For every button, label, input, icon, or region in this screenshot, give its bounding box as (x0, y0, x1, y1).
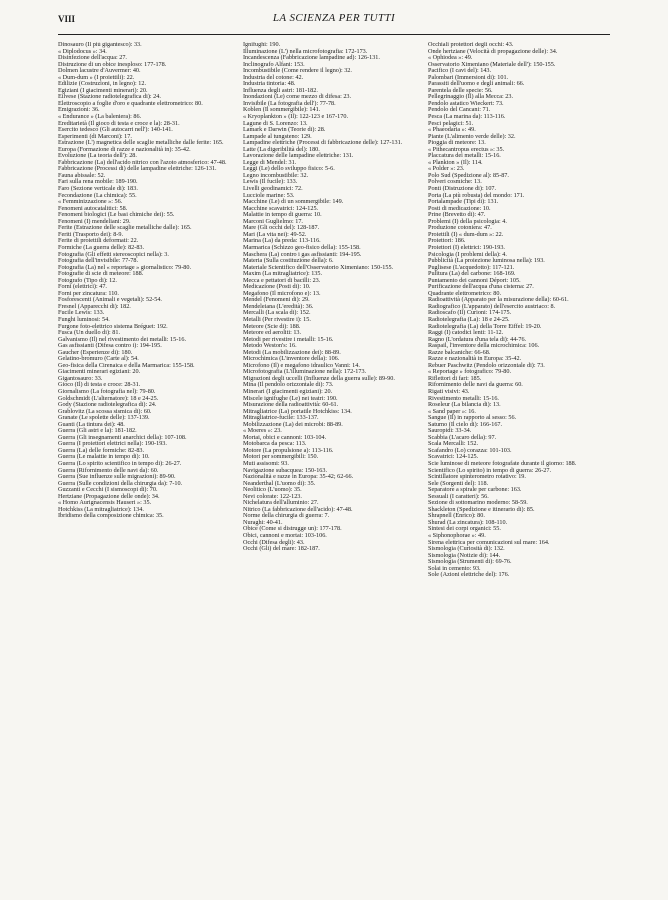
index-entry: « Phaeodaria »: 49. (428, 126, 476, 134)
index-entry: Galvanismo (Il) nel rivestimento dei metalli: 15-16. (58, 335, 187, 343)
index-entry: Razze balcaniche: 66-68. (428, 348, 491, 356)
index-entry: Maxim (La mitragliatrice): 135. (243, 270, 323, 278)
index-entry: Raggi (I) catodici lenti: 11-12. (428, 329, 504, 337)
index-entry: Pesci pelagici: 51. (428, 119, 474, 127)
index-entry: Gas asfissianti (Difesa contro i): 194-195. (58, 342, 162, 350)
index-entry: Mare (Gli occhi del): 128-187. (243, 224, 320, 232)
index-entry: Microfotografia (L'illuminazione nella): 172-173. (243, 368, 367, 376)
index-entry: Sole (Azioni elettriche del): 176. (428, 571, 510, 579)
index-entry: Rivestimento metalli: 15-16. (428, 394, 499, 402)
index-entry: Lagune di S. Lorenzo: 13. (243, 119, 308, 127)
index-entry: Marconi Guglielmo: 17. (243, 217, 303, 225)
index-entry: Scie luminose di meteore fotografate durante il giorno: 188. (428, 460, 577, 467)
index-columns (58, 42, 610, 894)
index-entry: Mendel (Fenomeni di): 29. (243, 296, 310, 304)
index-entry: Guerra (Le malattie in tempo di): 10. (58, 453, 150, 461)
index-entry: Lavorazione delle lampadine elettriche: 131. (243, 152, 354, 160)
index-entry: Posti di medicazione: 10. (428, 204, 491, 212)
index-entry: Motobarca da pesca: 113. (243, 440, 307, 448)
index-entry: Shrapnell (Enrico): 80. (428, 512, 485, 520)
index-entry: Ibridismo della composizione chimica: 35. (58, 512, 164, 520)
index-entry: Lewis (Il fucile): 133. (243, 178, 298, 186)
index-entry: Obice (Come si distrugge un): 177-178. (243, 525, 342, 533)
index-entry: Prine (Brevetto di): 47. (428, 211, 486, 219)
index-entry: Fucile Lewis: 133. (58, 309, 105, 317)
index-entry: Invisibile (La fotografia dell'): 77-78. (243, 99, 336, 107)
index-entry: « Femminizzazione »: 56. (58, 198, 123, 206)
index-entry: Polo Sud (Spedizione al): 85-87. (428, 171, 509, 179)
index-entry: Puglisese (L'acquedotto): 117-121. (428, 263, 515, 271)
index-entry: Radiotelegrafia (La) della Torre Eiffel: 19-20. (428, 322, 542, 330)
index-entry: Guerra (Sue influenze sulle migrazioni): 89-90. (58, 473, 176, 481)
index-entry: Occhi (Gli) del mare: 182-187. (243, 545, 320, 553)
index-entry: Granate (Le spolette delle): 137-139. (58, 414, 150, 422)
index-entry: Scabbia (L'acaro della): 97. (428, 433, 497, 441)
index-entry: Roseleur (La bilancia di): 13. (428, 401, 501, 409)
index-entry: Parassiti dell'uomo e degli animali: 66. (428, 80, 525, 88)
index-entry: Rifornimento delle navi da guerra: 60. (428, 381, 523, 389)
index-entry: Radioscafo (Il) Curioni: 174-175. (428, 309, 512, 317)
index-entry: Egiziani (I giacimenti minerari): 20. (58, 86, 148, 94)
index-entry: Solai in cemento: 93. (428, 564, 481, 572)
index-entry: Estrazione (L') magnetica delle scaglie metalliche dalle ferite: 165. (58, 139, 224, 147)
index-entry: Sismologia (Notizie di): 144. (428, 551, 501, 559)
index-entry: « Ophiodea »: 49. (428, 54, 473, 62)
index-entry: Sauropidi: 33-34. (428, 427, 472, 435)
index-entry: Fotografia (La) nel « reportage » giornalistico: 79-80. (58, 263, 191, 271)
index-entry: Gody (Stazione radiotelegrafica di): 24. (58, 401, 157, 409)
index-entry: Rebuer Paschwitz (Pendolo orizzontale di): 73. (428, 361, 545, 369)
index-entry: « Homo Aurignacensis Hauseri »: 35. (58, 499, 152, 507)
index-entry: Psicologia (I problemi della): 4. (428, 250, 507, 258)
index-entry: Materia (Sulla costituzione della): 6. (243, 257, 334, 265)
index-entry: Nitrico (La fabbricazione dell'acido): 47-48. (243, 505, 353, 513)
index-entry: Pioggia di meteore: 13. (428, 139, 486, 147)
index-entry: Megafono (Il microfono e): 13. (243, 289, 321, 297)
index-entry: Nazionalità e razze in Europa: 35-42; 62-66. (243, 473, 354, 481)
index-entry: Shurad (La zincatura): 108-110. (428, 518, 508, 526)
index-entry: Nuraghi: 40-41. (243, 518, 283, 526)
index-entry: Mercalli (La scala di): 152. (243, 309, 311, 317)
index-entry: Fresnel (Apparecchi di): 182. (58, 302, 131, 310)
index-entry: Elettroscopio a foglie d'oro e quadrante elettrometrico: 80. (58, 99, 203, 107)
index-entry: Guerra (Sulle condizioni della chirurgia da): 7-10. (58, 479, 183, 487)
index-entry: Separatore a spirale per carbone: 163. (428, 486, 522, 494)
index-entry: Radiografico (L'apparato) dell'esercito austriaco: 8. (428, 302, 556, 310)
index-entry: Gaucher (Esperienze di): 180. (58, 348, 133, 356)
index-entry: Fotografia (Gli effetti stereoscopici nella): 3. (58, 250, 169, 258)
index-entry: Navigazione subacquea: 150-163. (243, 466, 328, 474)
page-header (58, 8, 610, 35)
index-entry: Metodi (La mobilizzazione dei): 88-89. (243, 348, 341, 356)
index-entry: Migrazioni degli uccelli (Influenze della guerra sulle): 89-90. (243, 374, 395, 382)
index-entry: Guerra (Gli insegnamenti anarchici della): 107-108. (58, 433, 187, 441)
index-entry: Fusca (Un duello di): 81. (58, 329, 121, 337)
index-entry: Grablovitz (La scossa sismica di): 60. (58, 407, 152, 415)
index-entry: Nevi colorate: 122-123. (243, 492, 302, 500)
index-column-1 (58, 42, 238, 894)
index-entry: Pulitura (La) del carbone: 168-169. (428, 270, 516, 278)
index-entry: Fabbricazione (La) dell'acido nitrico con l'azoto atmosferico: 47-48. (58, 158, 227, 166)
index-entry: Lamark e Darwin (Teorie di): 28. (243, 126, 326, 134)
index-entry: Malattie in tempo di guerra: 10. (243, 211, 322, 219)
index-entry: Puntamento dei cannoni Déport: 105. (428, 276, 521, 284)
index-entry: Funghi luminosi: 54. (58, 315, 110, 323)
index-entry: « Moeres »: 23. (243, 427, 282, 435)
index-entry: Mortai, obici e cannoni: 103-104. (243, 433, 327, 441)
index-entry: Problemi (I) della psicologia: 4. (428, 217, 507, 225)
index-entry: Saturno (Il cielo di): 166-167. (428, 420, 503, 428)
index-entry: Sirena elettrica per comunicazioni sul mare: 164. (428, 538, 550, 546)
index-entry: Ferite di proiettili deformati: 22. (58, 237, 139, 245)
index-entry: Palombari (Immersioni di): 101. (428, 73, 509, 81)
index-column-2 (243, 42, 423, 894)
index-entry: Fotografia dell'invisibile: 77-78. (58, 257, 138, 265)
index-entry: Ignifughi: 190. (243, 42, 281, 48)
index-entry: Lucciole marine: 53. (243, 191, 295, 199)
index-entry: Furgone foto-elettrico sistema Bréguet: 192. (58, 322, 168, 330)
index-entry: Fenomeni autocatalitici: 58. (58, 204, 128, 212)
index-entry: Gigantosauro: 33. (58, 374, 103, 382)
index-entry: Piante (L'alimento verde delle): 32. (428, 132, 516, 140)
index-entry: Mitragliatrice (La) portatile Hotchkiss: 134. (243, 407, 352, 415)
index-entry: « Diplodocus »: 34. (58, 47, 107, 55)
index-entry: Guzzanti e Cecchi (I sismoscopi di): 70. (58, 486, 158, 494)
index-entry: Neolitico (L'uomo): 35. (243, 486, 302, 494)
index-entry: Gioco (Il) di testa e croce: 28-31. (58, 381, 141, 389)
index-entry: Miscele ignifughe (Le) nei teatri: 190. (243, 394, 338, 402)
index-entry: Minerari (I giacimenti egiziani): 20. (243, 387, 333, 395)
index-entry: « Endurance » (La baleniera): 86. (58, 113, 142, 121)
index-entry: Pubblicità (La proiezione luminosa nella): 193. (428, 257, 545, 265)
index-entry: Proiettori (I) elettrici: 190-193. (428, 243, 505, 251)
index-entry: Microchimica (L'inventore della): 106. (243, 355, 340, 363)
index-entry: Riflettori di fari: 185. (428, 374, 482, 382)
index-entry: Scintillatore spinterometro rotativo: 19. (428, 473, 526, 481)
index-entry: Mitragliatrice-fucile: 133-137. (243, 414, 319, 422)
index-entry: Formiche (La guerra delle): 82-83. (58, 243, 145, 251)
index-entry: Pendolo astatico Wieckert: 73. (428, 99, 504, 107)
index-entry: Osservatorio Ximeniano (Materiale dell'): 150-155. (428, 60, 556, 68)
index-entry: Materiale Scientifico dell'Osservatorio Ximeniano: 150-155. (243, 263, 394, 271)
index-entry: Fauna abissale: 52. (58, 171, 106, 179)
index-entry: Razze e nazionalità in Europa: 35-42. (428, 355, 522, 363)
index-entry: Ferite (Estrazione delle scaglie metalliche dalle): 165. (58, 224, 192, 232)
index-entry: Metalli (Per rivestire i): 15. (243, 315, 311, 323)
index-column-3 (428, 42, 608, 894)
index-entry: Industria tintoria: 48. (243, 80, 296, 88)
index-entry: Occhiali protettori degli occhi: 43. (428, 42, 514, 48)
index-entry: Mendeleiana (L'eredità): 36. (243, 302, 314, 310)
index-entry: Shackleton (Spedizione e itinerario di): 85. (428, 505, 535, 513)
index-entry: Produzione cotoniera: 47. (428, 224, 492, 232)
index-entry: Macchine (Le) di un sommergibile: 149. (243, 198, 344, 206)
index-entry: Nichelatura dell'alluminio: 27. (243, 499, 319, 507)
index-entry: Distruzione di un obice inesploso: 177-178. (58, 60, 167, 68)
index-entry: Sangue (Il) in rapporto al sesso: 56. (428, 414, 517, 422)
index-entry: Koblen (Il sommergibile): 141. (243, 106, 321, 114)
index-entry: Meteore ed aeroliti: 13. (243, 329, 302, 337)
index-entry: Fosforescenti (Animali e vegetali): 52-54. (58, 296, 162, 304)
index-entry: Pellegrinaggio (Il) alla Mecca: 23. (428, 93, 514, 101)
index-entry: Geo-fisica della Cirenaica e della Marmarica: 155-158. (58, 361, 195, 369)
index-entry: « Polder »: 23. (428, 165, 465, 173)
index-entry: Illuminazione (L') nella microfotografia: 172-173. (243, 47, 368, 55)
index-entry: « Siphonophorae »: 49. (428, 532, 486, 540)
index-entry: Guanti (La tintura dei): 48. (58, 420, 125, 428)
index-entry: Meteore (Scie di): 188. (243, 322, 301, 330)
index-entry: Inondazioni (Le) come mezzo di difesa: 23. (243, 93, 352, 101)
index-entry: Lampadine elettriche (Processi di fabbricazione delle): 127-131. (243, 139, 403, 147)
index-entry: Ponti (Distruzione di): 107. (428, 185, 497, 193)
index-entry: « Dum-dum » (I proiettili): 22. (58, 73, 135, 81)
index-entry: « Reportage » fotografico: 79-80. (428, 368, 511, 376)
index-entry: Obici, cannoni e mortai: 103-106. (243, 532, 327, 540)
index-entry: Dolmen lacustre d'Auvermer: 40. (58, 67, 141, 75)
index-entry: Eilvese (Stazione radiotelegrafica di): 24. (58, 93, 161, 101)
index-entry: Marina (La) da preda: 113-116. (243, 237, 321, 245)
index-entry: Hotchkiss (La mitragliatrice): 134. (58, 505, 144, 513)
index-entry: Metodi per rivestire i metalli: 15-16. (243, 335, 334, 343)
index-entry: Ragno (L'ordatura d'una tela di): 44-76. (428, 335, 527, 343)
index-entry: Portalampade (Tipi di): 131. (428, 198, 499, 206)
index-entry: « Plankton » (Il): 114. (428, 158, 483, 166)
index-entry: Mina (Il pendolo orizzontale di): 73. (243, 381, 334, 389)
index-entry: Legno incombustibile: 32. (243, 171, 309, 179)
index-entry: Radiotelegrafia (La): 18 e 24-25. (428, 315, 510, 323)
index-entry: Latte (La digeribilità del): 180. (243, 145, 320, 153)
index-entry: Scafandro (Lo) corazza: 101-103. (428, 446, 512, 454)
index-entry: Neanderthal (L'uomo di): 35. (243, 479, 316, 487)
index-entry: Radioattività (Apparato per la misurazione della): 60-61. (428, 296, 569, 304)
index-entry: Occhi (Difesa degli): 43. (243, 538, 305, 546)
index-entry: Forni (elettrici): 47. (58, 283, 107, 291)
index-entry: Ereditarietà (Il gioco di testa e croce e la): 28-31. (58, 119, 180, 127)
index-entry: Parentela delle specie: 56. (428, 86, 493, 94)
index-entry: Incombustibile (Come rendere il legno): 32. (243, 67, 352, 75)
index-entry: Porta (La più robusta) del mondo: 171. (428, 191, 525, 199)
index-entry: « Kryoplankton » (Il): 122-123 e 167-170. (243, 113, 348, 121)
index-entry: Fotografo (Tipo di): 12. (58, 276, 117, 284)
index-entry: Faro (Sezione verticale di): 183. (58, 185, 138, 193)
index-entry: Sezione di sottomarino moderno: 58-59. (428, 499, 528, 507)
index-entry: Mari (La vita nei): 49-52. (243, 230, 307, 238)
index-entry: Scala Mercalli: 152. (428, 440, 478, 448)
index-entry: Esercito tedesco (Gli autocarri nell'): 140-141. (58, 126, 173, 134)
index-entry: Placcatura dei metalli: 15-16. (428, 152, 501, 160)
index-entry: Scavatrici: 124-125. (428, 453, 479, 461)
index-entry: Pacifico (I cavi del): 143. (428, 67, 492, 75)
index-entry: Incandescenza (Fabbricazione lampadine ad): 126-131. (243, 54, 380, 62)
index-entry: Emigrazioni: 36. (58, 106, 100, 114)
index-entry: Dinosauro (Il più gigantesco): 33. (58, 42, 142, 48)
index-entry: Rigati visivi: 43. (428, 387, 470, 395)
index-entry: Guerra (Lo spirito scientifico in tempo di): 26-27. (58, 460, 182, 467)
index-entry: Norme della chirurgia di guerra: 7. (243, 512, 330, 520)
index-entry: Evoluzione (La teoria dell'): 28. (58, 152, 137, 160)
index-entry: Legge di Mendel: 31. (243, 158, 297, 166)
index-entry: Guerra (I proiettori elettrici nella): 190-193. (58, 440, 167, 448)
index-entry: Microfono (Il) e megafono idraulico Vanni: 14. (243, 361, 360, 369)
index-entry: Pendolo del Cancani: 71. (428, 106, 491, 114)
index-entry: Gelatino-bromuro (Carte al): 54. (58, 355, 139, 363)
index-entry: Giacimenti minerari egiziani: 20. (58, 368, 141, 376)
index-entry: Mobilizzazione (La) dei microbi: 88-89. (243, 420, 343, 428)
index-entry: Goldschmidt (L'alternatore): 18 e 24-25. (58, 394, 159, 402)
index-entry: Motore (La propulsione a): 113-116. (243, 446, 334, 454)
index-entry: Guerra (Gli astri e la): 181-182. (58, 427, 137, 435)
index-entry: Leggi (Le) dello sviluppo fisico: 5-6. (243, 165, 335, 173)
index-entry: Fotografie di scie di meteore: 188. (58, 270, 144, 278)
index-entry: Proiettori: 186. (428, 237, 466, 245)
index-entry: Marmarica (Schizzo geo-fisico della): 155-158. (243, 243, 361, 251)
index-entry: Forni per zincatura: 110. (58, 289, 119, 297)
index-entry: Industria del cotone: 42. (243, 73, 304, 81)
index-entry: Sele (Sorgenti del): 118. (428, 479, 489, 487)
index-entry: Polveri cosmiche: 13. (428, 178, 482, 186)
index-entry: Livelli geodinamici: 72. (243, 185, 303, 193)
index-entry: Sessuali (I caratteri): 56. (428, 492, 489, 500)
index-entry: Esperimenti (di Marconi): 17. (58, 132, 132, 140)
page-number: VIII (58, 14, 76, 24)
index-entry: Guerra (Rifornimento delle navi da): 60. (58, 466, 159, 474)
index-entry: Fari sulla rena mobile: 189-190. (58, 178, 138, 186)
index-entry: Proiettili (I) « dum-dum »: 22. (428, 230, 504, 238)
index-entry: Mecca e pettatori di bacilli: 23. (243, 276, 321, 284)
index-entry: Motori per sommergibili: 150. (243, 453, 319, 461)
index-entry: Onde hertziane (Velocità di propagazione delle): 34. (428, 47, 558, 55)
index-entry: Fecondazione (La chimica): 55. (58, 191, 137, 199)
index-entry: Medicazione (Posti di): 10. (243, 283, 311, 291)
index-entry: Macchine scavatrici: 124-125. (243, 204, 319, 212)
index-entry: Muti assisomi: 93. (243, 460, 289, 467)
index-entry: Scientifico (Lo spirito) in tempo di guerra: 26-27. (428, 466, 552, 474)
index-entry: Metodo Weston's: 16. (243, 342, 297, 350)
index-entry: Pesca (La marina da): 113-116. (428, 113, 506, 121)
index-entry: Raspail, l'inventore della microchimica: 106. (428, 342, 540, 350)
index-entry: « Sand paper »: 16. (428, 407, 476, 415)
running-title: LA SCIENZA PER TUTTI (272, 12, 396, 24)
index-entry: Guerra (La) delle formiche: 82-83. (58, 446, 145, 454)
index-entry: Maschera (La) contro i gas asfissianti: 194-195. (243, 250, 362, 258)
index-entry: Edilizie (Costruzioni, in legno): 12. (58, 80, 146, 88)
index-entry: Quadrante elettrometrico: 80. (428, 289, 502, 297)
index-entry: Fenomeni biologici (Le basi chimiche dei): 55. (58, 211, 175, 219)
index-entry: Purificazione dell'acqua d'una cisterna: 27. (428, 283, 534, 291)
index-entry: Sismologia (Strumenti di): 69-76. (428, 558, 512, 566)
index-entry: Feriti (Trasporto dei): 8-9. (58, 230, 124, 238)
index-entry: Fenomeni (I) mendeliani: 29. (58, 217, 131, 225)
index-entry: Inclinografo Alfani: 153. (243, 60, 305, 68)
index-entry: Lampade al tungsteno: 129. (243, 132, 312, 140)
index-entry: Misurazione della radioattività: 60-61. (243, 401, 339, 409)
index-entry: Fabbricazione (Processi di) delle lampadine elettriche: 126-131. (58, 165, 217, 173)
index-entry: Sintesi dei corpi organici: 55. (428, 525, 501, 533)
index-entry: Influenza degli astri: 181-182. (243, 86, 318, 94)
index-entry: « Pithecantropus erectus »: 35. (428, 145, 505, 153)
index-entry: Hertziane (Propagazione delle onde): 34. (58, 492, 160, 500)
index-entry: Sismologia (Curiosità di): 132. (428, 545, 505, 553)
index-entry: Giornalismo (La fotografia nel): 79-80. (58, 387, 156, 395)
index-entry: Europa (Formazione di razze e nazionalità in): 35-42. (58, 145, 191, 153)
index-entry: Disinfezione dell'acqua: 27. (58, 54, 127, 62)
